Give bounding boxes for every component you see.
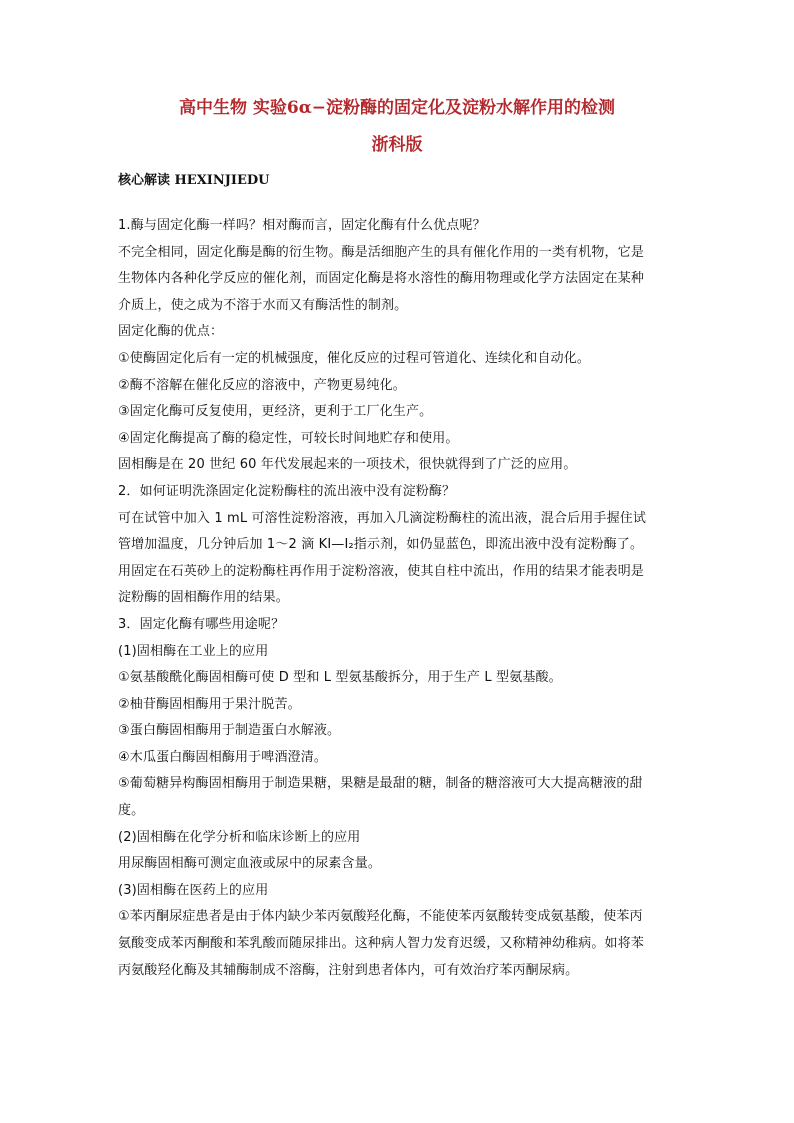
paragraph-line: 固定化酶的优点： — [118, 324, 224, 340]
subheading: (1)固相酶在工业上的应用 — [118, 643, 269, 659]
list-item: ④固定化酶提高了酶的稳定性，可较长时间地贮存和使用。 — [118, 430, 459, 446]
list-item: ②酶不溶解在催化反应的溶液中，产物更易纯化。 — [118, 377, 406, 393]
paragraph-line: 管增加温度，几分钟后加 1～2 滴 KI—I₂指示剂，如仍显蓝色，即流出液中没有淀粉酶了。 — [118, 537, 644, 553]
subheading: (3)固相酶在医药上的应用 — [118, 882, 269, 898]
paragraph-line: 淀粉酶的固相酶作用的结果。 — [118, 590, 289, 606]
question-2: 2．如何证明洗涤固定化淀粉酶柱的流出液中没有淀粉酶？ — [118, 483, 456, 499]
paragraph-line: 用固定在石英砂上的淀粉酶柱再作用于淀粉溶液，使其自柱中流出，作用的结果才能表明是 — [118, 563, 645, 579]
document-body — [118, 213, 678, 984]
paragraph-line: 固相酶是在 20 世纪 60 年代发展起来的一项技术，很快就得到了广泛的应用。 — [118, 457, 577, 473]
paragraph-line: 不完全相同，固定化酶是酶的衍生物。酶是活细胞产生的具有催化作用的一类有机物，它是 — [118, 244, 645, 260]
paragraph-line: 氨酸变成苯丙酮酸和苯乳酸而随尿排出。这种病人智力发育迟缓，又称精神幼稚病。如将苯 — [118, 936, 645, 952]
list-item: ①苯丙酮尿症患者是由于体内缺少苯丙氨酸羟化酶，不能使苯丙氨酸转变成氨基酸，使苯丙 — [118, 909, 643, 925]
paragraph-line: 生物体内各种化学反应的催化剂，而固定化酶是将水溶性的酶用物理或化学方法固定在某种 — [118, 271, 645, 287]
paragraph-line: 丙氨酸羟化酶及其辅酶制成不溶酶，注射到患者体内，可有效治疗苯丙酮尿病。 — [118, 962, 579, 978]
section-label: 核心解读 HEXINJIEDU — [118, 173, 270, 188]
document-title: 高中生物 实验6α−淀粉酶的固定化及淀粉水解作用的检测 — [178, 98, 616, 118]
list-item: ④木瓜蛋白酶固相酶用于啤酒澄清。 — [118, 749, 328, 765]
question-3: 3．固定化酶有哪些用途呢？ — [118, 616, 285, 632]
paragraph-line: 介质上，使之成为不溶于水而又有酶活性的制剂。 — [118, 297, 408, 313]
list-item: ②柚苷酶固相酶用于果汁脱苦。 — [118, 696, 301, 712]
paragraph-line: 用尿酶固相酶可测定血液或尿中的尿素含量。 — [118, 856, 382, 872]
paragraph-line: 度。 — [118, 803, 145, 819]
paragraph-line: 可在试管中加入 1 mL 可溶性淀粉溶液，再加入几滴淀粉酶柱的流出液，混合后用手握住试 — [118, 510, 647, 526]
subheading: (2)固相酶在化学分析和临床诊断上的应用 — [118, 829, 361, 845]
question-1: 1.酶与固定化酶一样吗？相对酶而言，固定化酶有什么优点呢？ — [118, 218, 486, 233]
list-item: ③固定化酶可反复使用，更经济，更利于工厂化生产。 — [118, 404, 433, 420]
list-item: ①使酶固定化后有一定的机械强度，催化反应的过程可管道化、连续化和自动化。 — [118, 350, 591, 366]
list-item: ①氨基酸酰化酶固相酶可使 D 型和 L 型氨基酸拆分，用于生产 L 型氨基酸。 — [118, 670, 562, 686]
document-subtitle: 浙科版 — [371, 135, 423, 155]
list-item: ③蛋白酶固相酶用于制造蛋白水解液。 — [118, 723, 341, 739]
list-item: ⑤葡萄糖异构酶固相酶用于制造果糖，果糖是最甜的糖，制备的糖溶液可大大提高糖液的甜 — [118, 776, 643, 792]
